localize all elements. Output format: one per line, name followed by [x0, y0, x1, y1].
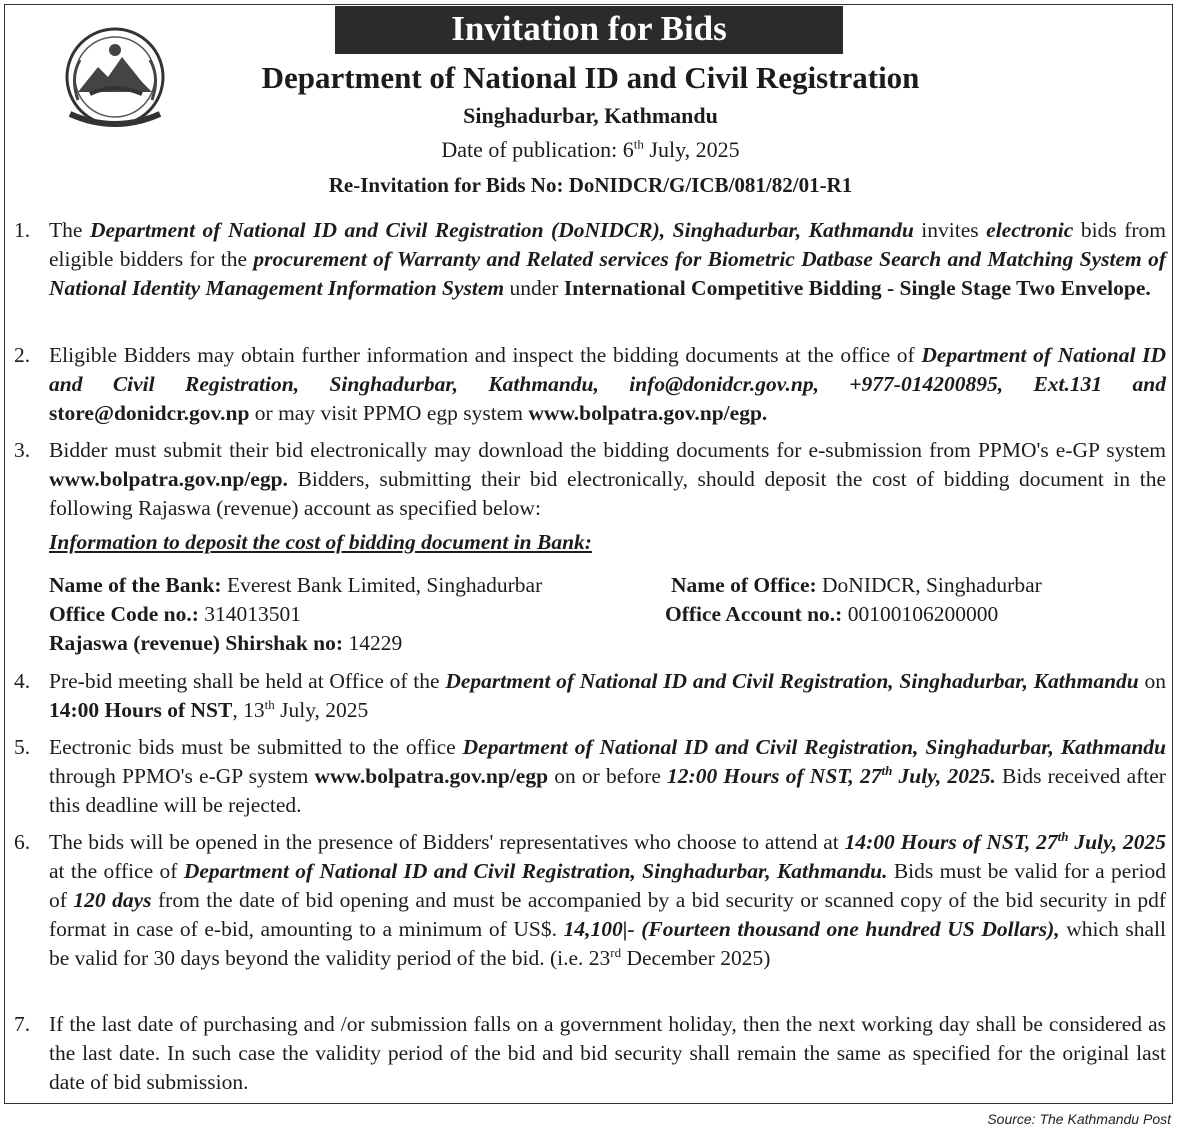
bank-info-heading: Information to deposit the cost of bidding document in Bank: — [49, 530, 592, 554]
office-account: Office Account no.: 00100106200000 — [665, 602, 999, 626]
list-item: 5. Eectronic bids must be submitted to the office Department of National ID and Civil Registration, Singhadurbar, Kathmandu through PPMO's e-GP system www.bolpatra.gov.np/egp on or before 12:00 Hours of NST, 27th July, 2025. Bids received after this deadline will be rejected. — [14, 735, 1166, 817]
list-item: 1. The Department of National ID and Civil Registration (DoNIDCR), Singhadurbar, Kathmandu invites electronic bids from eligible bidders for the procurement of Warranty and Related services for Biometric Datbase Search and Matching System of National Identity Management Information System under International Competitive Bidding - Single Stage Two Envelope. — [14, 218, 1166, 300]
department-location: Singhadurbar, Kathmandu — [463, 103, 718, 128]
source-credit: Source: The Kathmandu Post — [987, 1111, 1171, 1127]
bank-name: Name of the Bank: Everest Bank Limited, Singhadurbar — [49, 573, 543, 597]
list-item: 2. Eligible Bidders may obtain further information and inspect the bidding documents at the office of Department of National ID and Civil Registration, Singhadurbar, Kathmandu, info@donidcr.gov.np, +977-014200895, Ext.131 and store@donidcr.gov.np or may visit PPMO egp system www.bolpatra.gov.np/egp. — [14, 343, 1166, 425]
shirshak-number: Rajaswa (revenue) Shirshak no: 14229 — [49, 631, 403, 655]
list-item: 6. The bids will be opened in the presence of Bidders' representatives who choose to attend at 14:00 Hours of NST, 27th July, 2025 at the office of Department of National ID and Civil Registration, Singhadurbar, Kathmandu. Bids must be valid for a period of 120 days from the date of bid opening and must be accompanied by a bid security or scanned copy of the bid security in pdf format in case of e-bid, amounting to a minimum of US$. 14,100|- (Fourteen thousand one hundred US Dollars), which shall be valid for 30 days beyond the validity period of the bid. (i.e. 23rd December 2025) — [14, 828, 1166, 970]
banner-title: Invitation for Bids — [335, 6, 843, 54]
department-name: Department of National ID and Civil Registration — [261, 60, 920, 95]
list-item: 3. Bidder must submit their bid electronically may download the bidding documents for e-submission from PPMO's e-GP system www.bolpatra.gov.np/egp. Bidders, submitting their bid electronically, should deposit the cost of bidding document in the following Rajaswa (revenue) account as specified below: — [14, 438, 1166, 520]
list-item: 7. If the last date of purchasing and /or submission falls on a government holiday, then the next working day shall be considered as the last date. In such case the validity period of the bid and bid security shall remain the same as specified for the original last date of bid submission. — [14, 1012, 1166, 1094]
office-name: Name of Office: DoNIDCR, Singhadurbar — [671, 573, 1042, 597]
office-code: Office Code no.: 314013501 — [49, 602, 301, 626]
publication-date: Date of publication: 6th July, 2025 — [441, 136, 740, 162]
bid-number: Re-Invitation for Bids No: DoNIDCR/G/ICB/081/82/01-R1 — [328, 173, 853, 197]
list-item: 4. Pre-bid meeting shall be held at Office of the Department of National ID and Civil Registration, Singhadurbar, Kathmandu on 14:00 Hours of NST, 13th July, 2025 — [14, 669, 1167, 722]
